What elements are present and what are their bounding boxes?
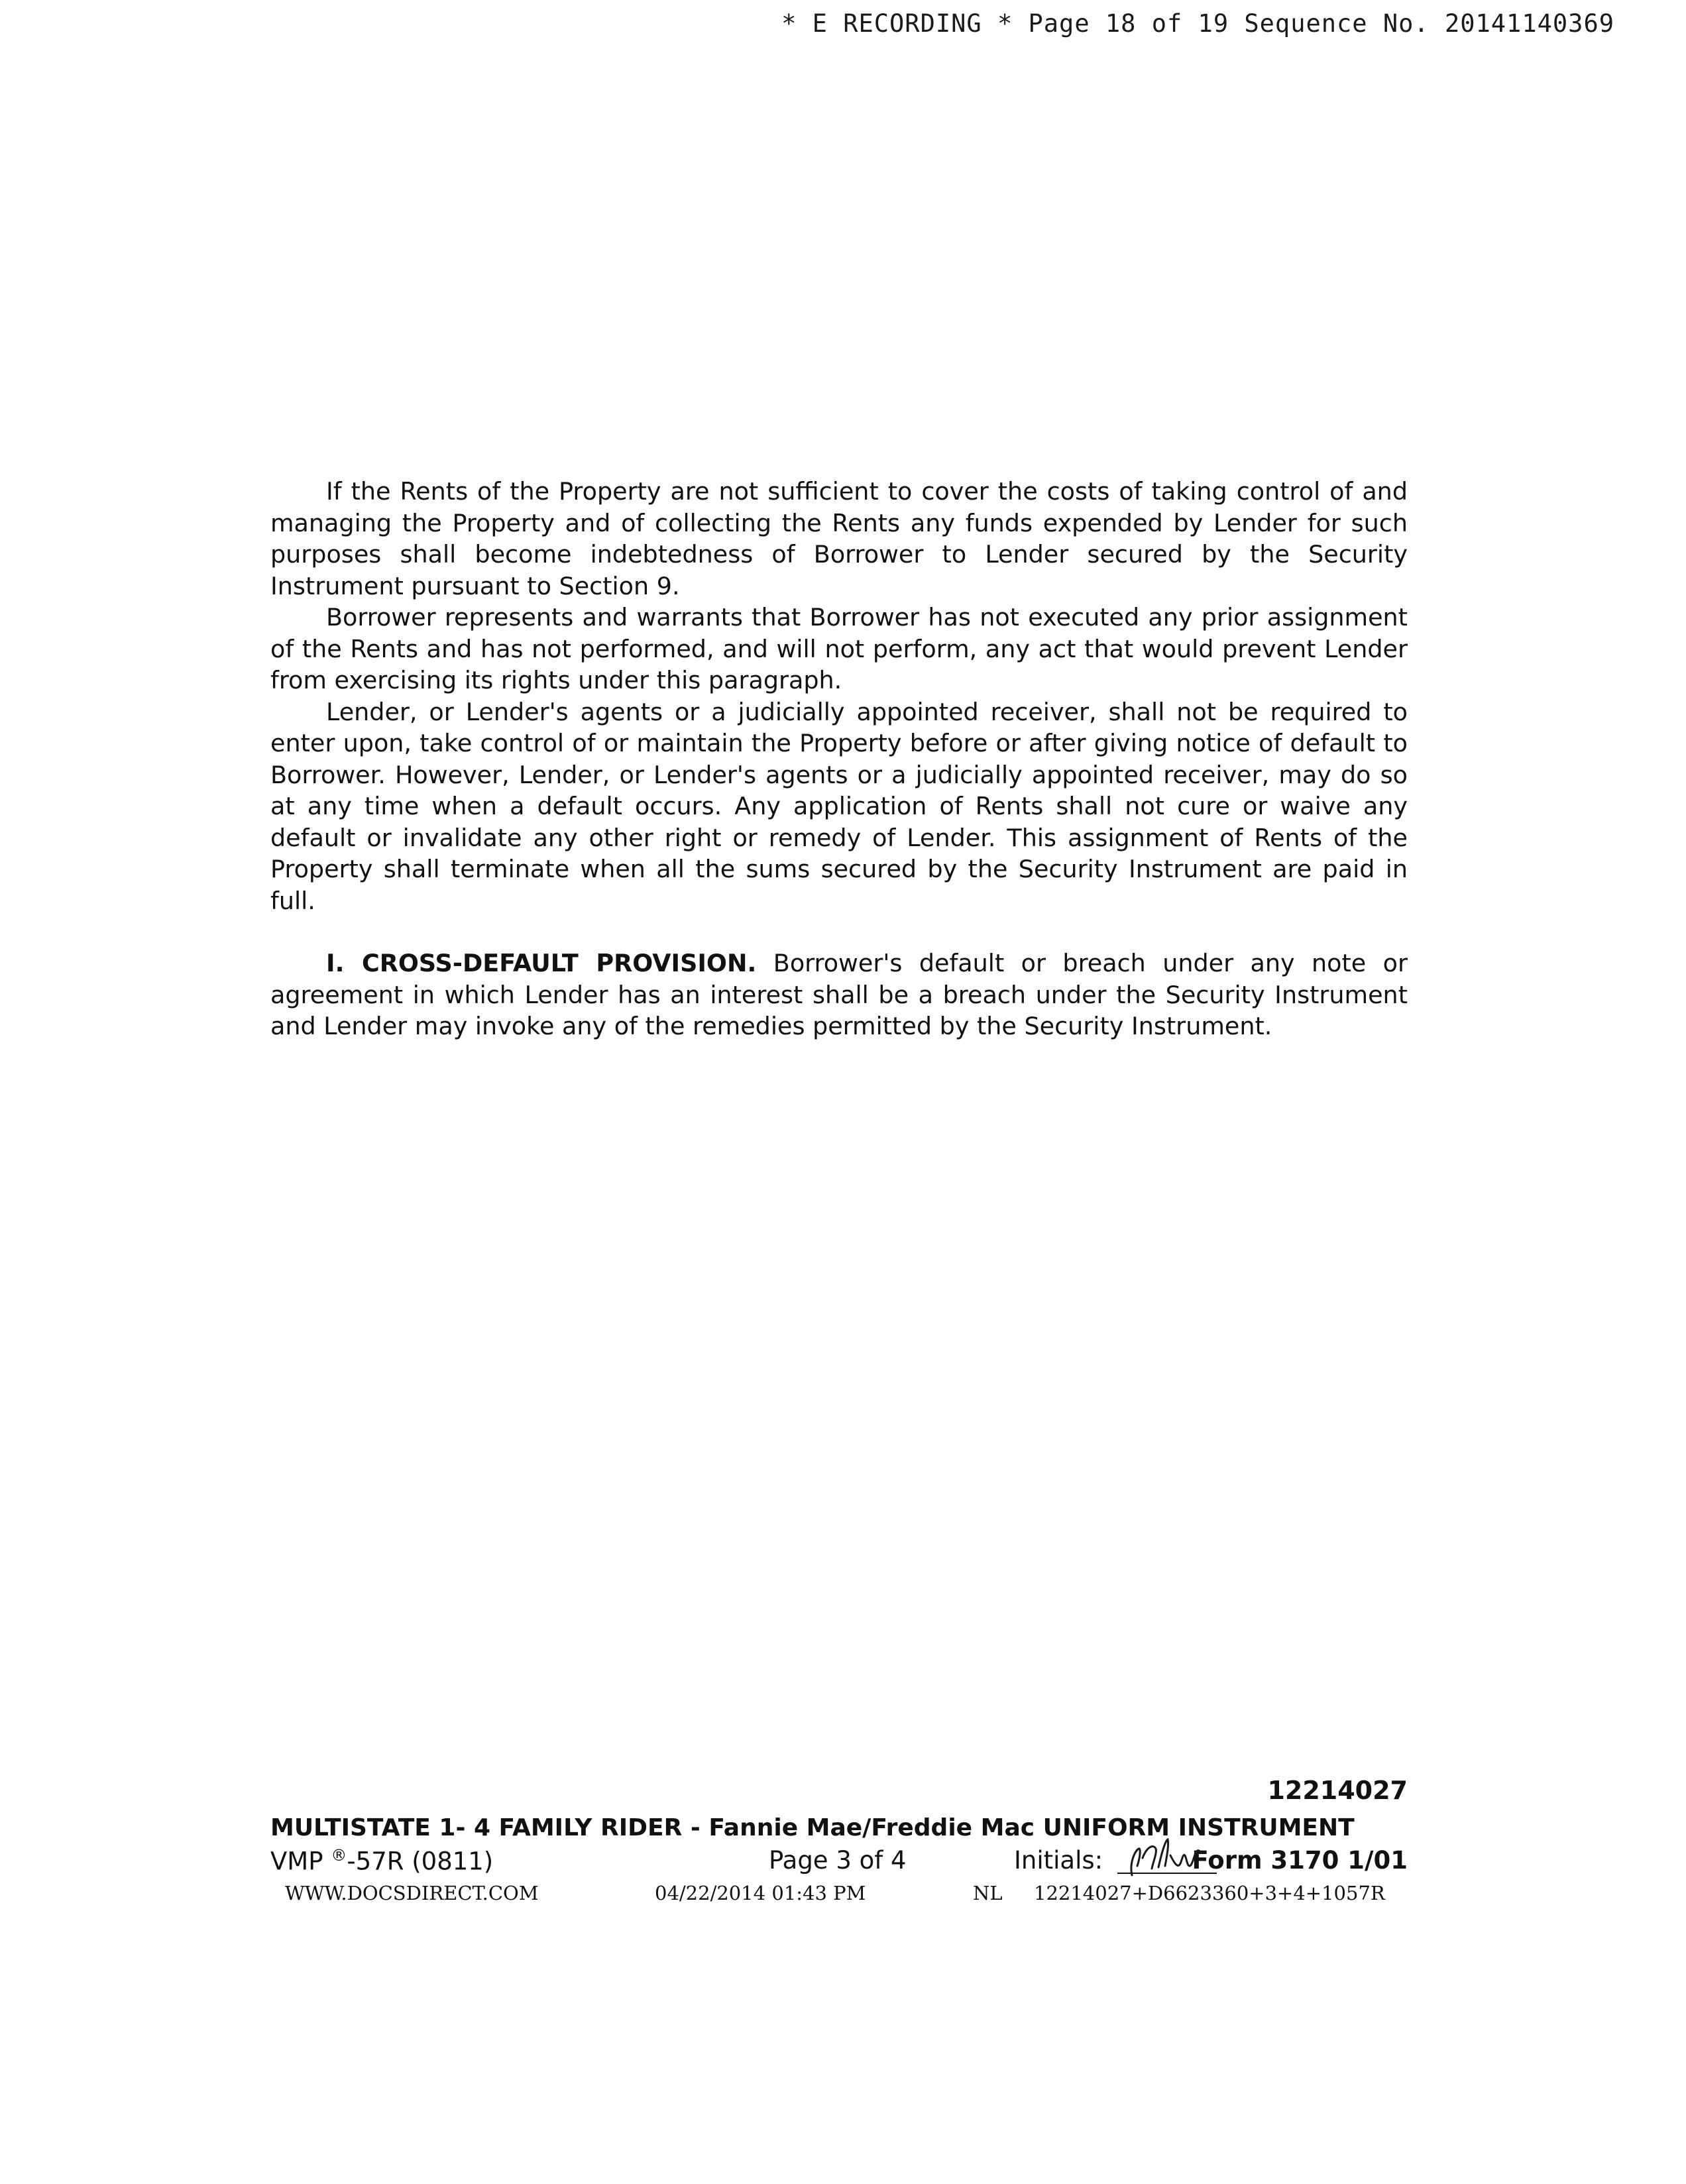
footer-print-line [285, 1882, 1385, 1908]
form-title: MULTISTATE 1- 4 FAMILY RIDER - Fannie Mae/Freddie Mac UNIFORM INSTRUMENT [270, 1814, 1355, 1841]
initials-signature-icon [1117, 1829, 1217, 1882]
paragraph-rents-insufficient: If the Rents of the Property are not sufficient to cover the costs of taking control of and managing the Property and of collecting the Rents any funds expended by Lender for such purposes shall become indebtedness of Borrower to Lender secured by the Security Instrument pursuant to Section 9. [270, 477, 1408, 600]
print-timestamp: 04/22/2014 01:43 PM [655, 1882, 866, 1904]
vmp-suffix: -57R (0811) [347, 1847, 494, 1876]
vmp-code [270, 1846, 493, 1875]
page-number: Page 3 of 4 [769, 1846, 907, 1875]
paragraph-lender-control: Lender, or Lender's agents or a judicially appointed receiver, shall not be required to enter upon, take control of or maintain the Property before or after giving notice of default to Borrower. However, Lender, or Lender's agents or a judicially appointed receiver, may do so at any time when a default occurs. Any application of Rents shall not cure or waive any default or invalidate any other right or remedy of Lender. This assignment of Rents of the Property shall terminate when all the sums secured by the Security Instrument are paid in full. [270, 697, 1408, 915]
paragraph-borrower-warranty: Borrower represents and warrants that Borrower has not executed any prior assignment of the Rents and has not performed, and will not perform, any act that would prevent Lender from exercising its rights under this paragraph. [270, 603, 1408, 694]
recording-header: * E RECORDING * Page 18 of 19 Sequence No. 20141140369 [781, 9, 1614, 38]
vmp-prefix: VMP [270, 1847, 331, 1876]
initials-label: Initials: [1014, 1846, 1103, 1875]
section-cross-default [270, 948, 1408, 1042]
section-heading: I. CROSS-DEFAULT PROVISION. [326, 949, 757, 977]
footer-form-line [270, 1846, 1408, 1878]
nl-code: NL [973, 1882, 1003, 1904]
rider-body [270, 476, 1408, 1042]
document-code: 12214027+D6623360+3+4+1057R [1034, 1882, 1385, 1904]
form-number: Form 3170 1/01 [1192, 1846, 1408, 1875]
docs-direct-website: WWW.DOCSDIRECT.COM [285, 1882, 539, 1904]
section-text: Borrower's default or breach under any note or agreement in which Lender has an interest shall be a breach under the Security Instrument and Lender may invoke any of the remedies permitted by the Security Instrument. [270, 949, 1408, 1040]
loan-number: 12214027 [1267, 1776, 1408, 1805]
registered-mark: ® [331, 1846, 347, 1865]
